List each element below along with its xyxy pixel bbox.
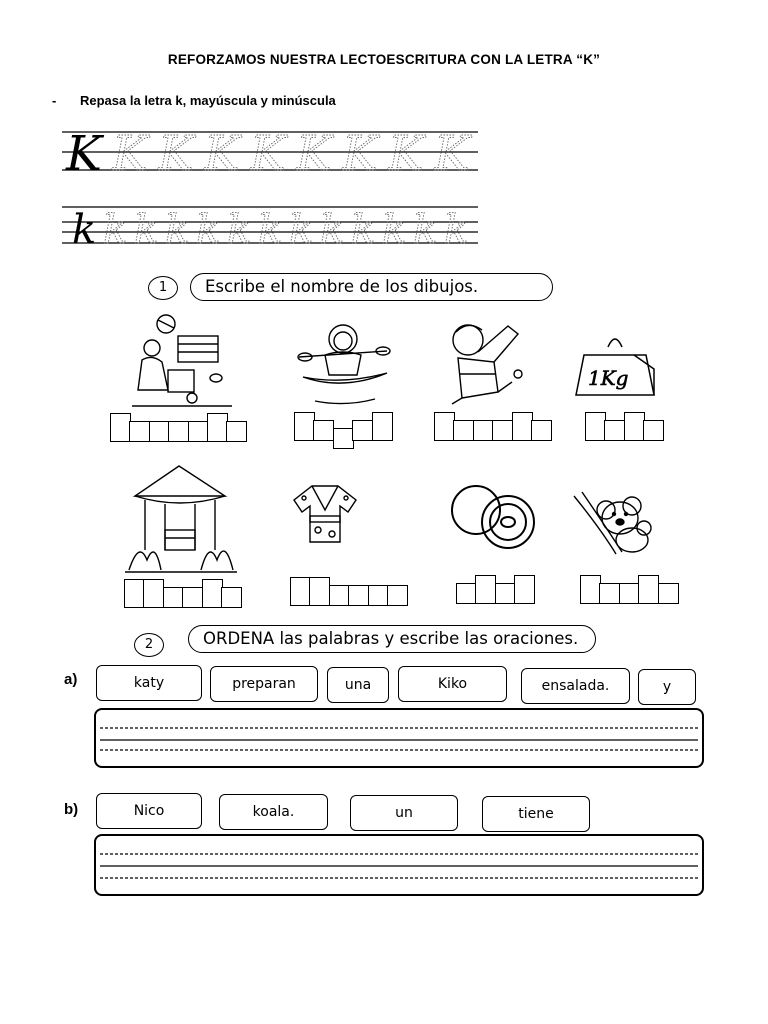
trace-letter: k: [351, 207, 376, 253]
answer-cells-4[interactable]: [585, 420, 663, 441]
word-card[interactable]: preparan: [210, 666, 318, 702]
activity2-prompt: ORDENA las palabras y escribe las oraciones.: [188, 625, 596, 653]
trace-letter: K: [342, 126, 378, 182]
activity1-prompt: Escribe el nombre de los dibujos.: [190, 273, 553, 301]
answer-cells-2[interactable]: [294, 420, 391, 449]
trace-letter: k: [196, 207, 221, 253]
word-card[interactable]: un: [350, 795, 458, 831]
trace-letter: k: [258, 207, 283, 253]
koala-icon: [570, 488, 665, 558]
kilo-weight-icon: [570, 325, 660, 405]
kiwi-fruit-icon: [450, 482, 540, 552]
word-card[interactable]: koala.: [219, 794, 328, 830]
trace-letter: k: [320, 207, 345, 253]
kayak-eskimo-icon: [295, 315, 395, 410]
model-letter: K: [66, 126, 102, 182]
trace-letter: k: [289, 207, 314, 253]
page-title: REFORZAMOS NUESTRA LECTOESCRITURA CON LA LETRA “K”: [167, 52, 601, 67]
trace-letter: k: [382, 207, 407, 253]
handwriting-practice: [62, 122, 482, 252]
trace-letter: K: [434, 126, 470, 182]
trace-letter: K: [158, 126, 194, 182]
model-letter: k: [72, 207, 97, 253]
instruction-text: Repasa la letra k, mayúscula y minúscula: [80, 93, 336, 108]
trace-letter: k: [134, 207, 159, 253]
trace-letter: k: [227, 207, 252, 253]
trace-letter: K: [388, 126, 424, 182]
instruction: [52, 93, 336, 108]
trace-letter: K: [296, 126, 332, 182]
lowercase-k-trace-row[interactable]: [72, 207, 468, 253]
weight-label: 1Kg: [588, 366, 629, 390]
kiosk-vendor-icon: [128, 310, 238, 410]
answer-cells-7[interactable]: [456, 583, 534, 604]
karate-kid-icon: [438, 312, 533, 407]
answer-cells-1[interactable]: [110, 421, 246, 442]
trace-letter: k: [103, 207, 128, 253]
trace-letter: k: [165, 207, 190, 253]
trace-letter: K: [204, 126, 240, 182]
kimono-icon: [290, 480, 360, 550]
sentence-a-writing-area[interactable]: [94, 708, 704, 768]
word-card[interactable]: katy: [96, 665, 202, 701]
trace-letter: K: [112, 126, 148, 182]
uppercase-k-trace-row[interactable]: [65, 126, 473, 182]
trace-letter: K: [250, 126, 286, 182]
instruction-bullet: -: [52, 93, 57, 108]
trace-letter: k: [444, 207, 469, 253]
sentence-b-writing-area[interactable]: [94, 834, 704, 896]
answer-cells-6[interactable]: [290, 585, 406, 606]
sentence-b-label: b): [64, 801, 79, 818]
sentence-a-label: a): [64, 671, 78, 688]
answer-cells-5[interactable]: [124, 587, 240, 608]
activity1-number: 1: [148, 276, 178, 300]
activity2-number: 2: [134, 633, 164, 657]
word-card[interactable]: una: [327, 667, 389, 703]
kiosk-gazebo-icon: [125, 460, 240, 575]
word-card[interactable]: Kiko: [398, 666, 507, 702]
word-card[interactable]: tiene: [482, 796, 590, 832]
trace-letter: k: [413, 207, 438, 253]
word-card[interactable]: Nico: [96, 793, 202, 829]
answer-cells-8[interactable]: [580, 583, 677, 604]
word-card[interactable]: y: [638, 669, 696, 705]
word-card[interactable]: ensalada.: [521, 668, 630, 704]
answer-cells-3[interactable]: [434, 420, 550, 441]
